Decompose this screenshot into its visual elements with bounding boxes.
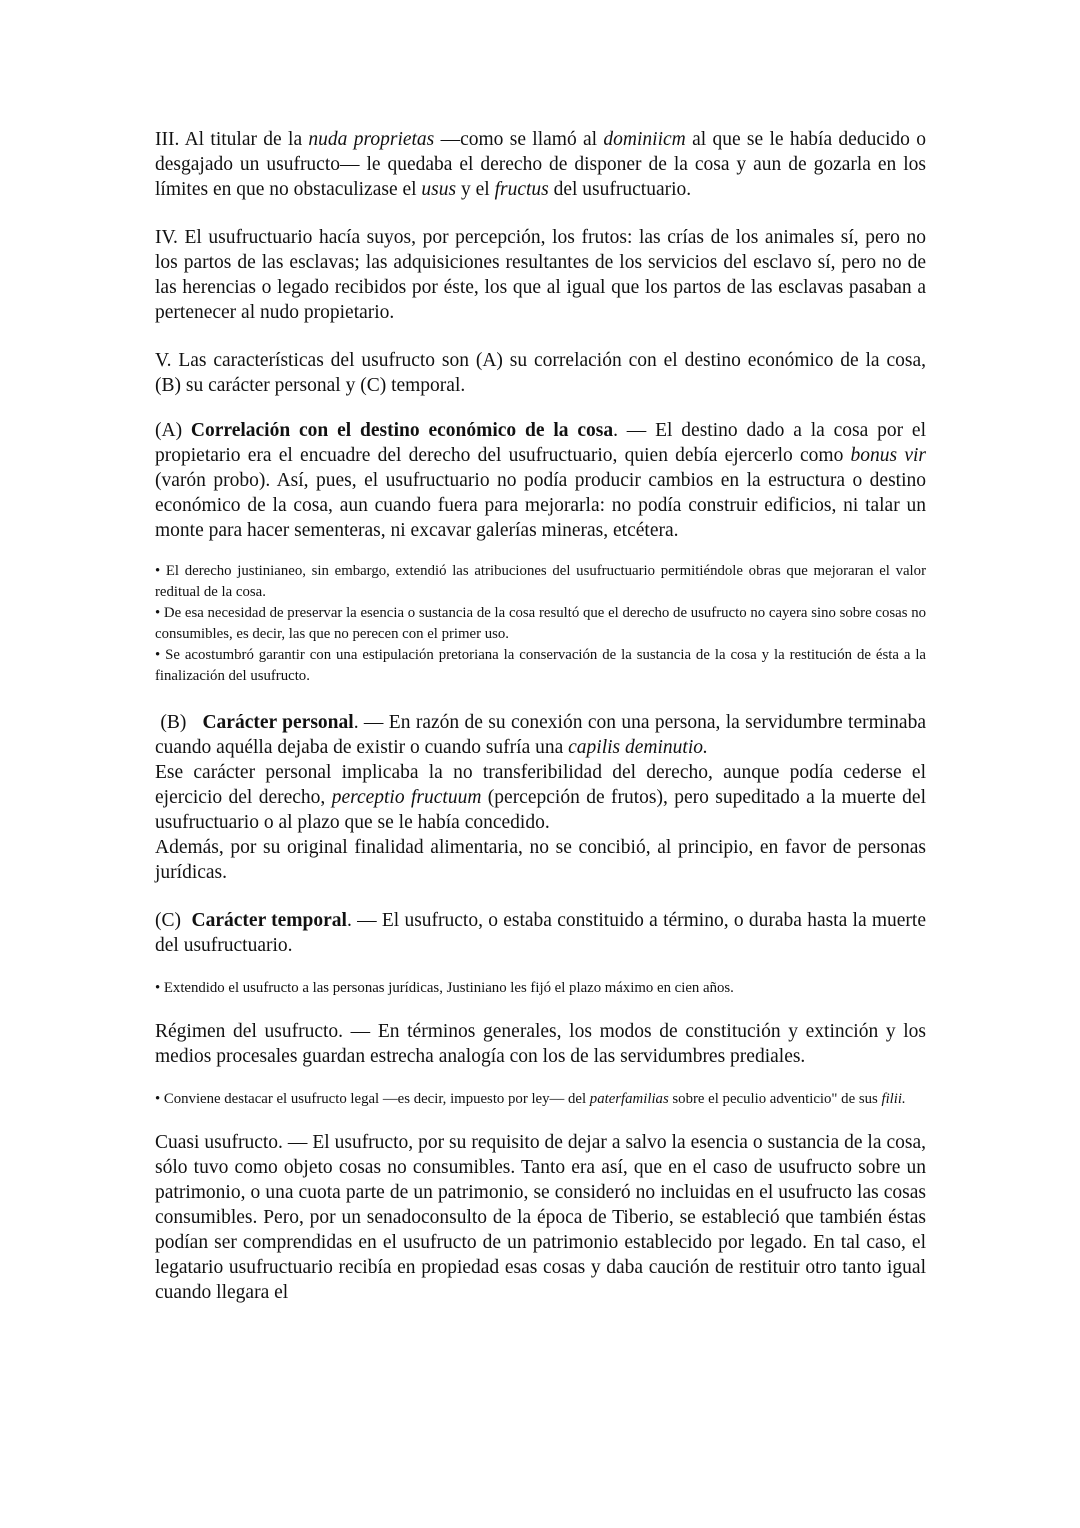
section-b-paragraph-2 bbox=[155, 760, 926, 835]
text-span: . — El usufructo, o estaba constituido a término, o duraba hasta la muerte del usufructuario. bbox=[155, 910, 926, 956]
section-c-note: • Extendido el usufructo a las personas jurídicas, Justiniano les fijó el plazo máximo en cien años. bbox=[155, 980, 734, 996]
term-nuda-proprietas: nuda proprietas bbox=[308, 129, 435, 150]
note-item: • El derecho justinianeo, sin embargo, extendió las atribuciones del usufructuario permitiéndole obras que mejoraran el valor reditual de la cosa. bbox=[155, 563, 926, 600]
section-c-prefix: (C) bbox=[155, 910, 192, 931]
text-span: al que se le había deducido o desgajado un usufructo— le quedaba el derecho de disponer de la cosa y aun de gozarla en los límites en que no obstaculizase el bbox=[155, 129, 926, 200]
regimen-paragraph: Régimen del usufructo. — En términos generales, los modos de constitución y extinción y los medios procesales guardan estrecha analogía con los de las servidumbres prediales. bbox=[155, 1021, 926, 1067]
term-paterfamilias: paterfamilias bbox=[589, 1091, 669, 1107]
term-filii: filii. bbox=[881, 1091, 906, 1107]
term-fructus: fructus bbox=[494, 179, 549, 200]
paragraph-iii bbox=[155, 127, 926, 202]
paragraph-iv: IV. El usufructuario hacía suyos, por percepción, los frutos: las crías de los animales sí, pero no los partos de las esclavas; las adquisiciones resultantes de los servicios del esclavo sí, pero no de las herencias o legado recibidos por éste, los que al igual que los partos de las esclavas pasaban a pertenecer al nudo propietario. bbox=[155, 227, 926, 323]
section-a-prefix: (A) bbox=[155, 420, 191, 441]
cuasi-usufructo-paragraph: Cuasi usufructo. — El usufructo, por su requisito de dejar a salvo la esencia o sustancia de la cosa, sólo tuvo como objeto cosas no consumibles. Tanto era así, que en el caso de usufructo sobre un patrimonio, o una cuota parte de un patrimonio, se consideró no incluidas en el usufructo las cosas consumibles. Pero, por un senadoconsulto de la época de Tiberio, se estableció que también éstas podían ser comprendidas en el usufructo de un patrimonio establecido por legado. En tal caso, el legatario usufructuario recibía en propiedad esas cosas y daba caución de restituir otro tanto igual cuando llegara el bbox=[155, 1132, 926, 1303]
text-span: . — En razón de su conexión con una persona, la servidumbre terminaba cuando aquélla dejaba de existir o cuando sufría una bbox=[155, 712, 926, 758]
section-a-paragraph bbox=[155, 418, 926, 543]
text-span: • Conviene destacar el usufructo legal —es decir, impuesto por ley— del bbox=[155, 1091, 590, 1107]
term-bonus-vir: bonus vir bbox=[850, 445, 927, 466]
term-usus: usus bbox=[421, 179, 457, 200]
section-a-notes bbox=[155, 561, 926, 687]
note-item: • De esa necesidad de preservar la esencia o sustancia de la cosa resultó que el derecho de usufructo no cayera sino sobre cosas no consumibles, es decir, las que no perecen con el primer uso. bbox=[155, 605, 926, 642]
text-span: III. Al titular de la bbox=[155, 129, 309, 150]
section-b-prefix: (B) bbox=[155, 712, 203, 733]
text-span: sobre el peculio adventicio" de sus bbox=[668, 1091, 882, 1107]
text-span: del usufructuario. bbox=[548, 179, 692, 200]
section-b-paragraph-3: Además, por su original finalidad alimentaria, no se concibió, al principio, en favor de personas jurídicas. bbox=[155, 837, 926, 883]
text-span: —como se llamó al bbox=[434, 129, 604, 150]
document-page bbox=[155, 127, 926, 1305]
section-c-heading: Carácter temporal bbox=[191, 910, 347, 931]
term-capilis-deminutio: capilis deminutio. bbox=[568, 737, 708, 758]
note-item: • Se acostumbró garantir con una estipulación pretoriana la conservación de la sustancia de la cosa y la restitución de ésta a la finalización del usufructo. bbox=[155, 647, 926, 684]
term-perceptio-fructuum: perceptio fructuum bbox=[331, 787, 482, 808]
text-span: Ese carácter personal implicaba la no transferibilidad del derecho, aunque podía cederse el ejercicio del derecho, bbox=[155, 762, 926, 808]
text-span: y el bbox=[456, 179, 495, 200]
text-span: (percepción de frutos), pero supeditado a la muerte del usufructuario o al plazo que se le había concedido. bbox=[155, 787, 926, 833]
term-dominiicm: dominiicm bbox=[603, 129, 686, 150]
section-b-paragraph bbox=[155, 710, 926, 760]
section-c-paragraph bbox=[155, 908, 926, 958]
section-b-heading: Carácter personal bbox=[202, 712, 354, 733]
text-span: (varón probo). Así, pues, el usufructuario no podía producir cambios en la estructura o destino económico de la cosa, aun cuando fuera para mejorarla: no podía construir edificios, ni talar un monte para hacer sementeras, ni excavar galerías mineras, etcétera. bbox=[155, 470, 926, 541]
section-a-heading: Correlación con el destino económico de la cosa bbox=[190, 420, 614, 441]
text-span: . — El destino dado a la cosa por el propietario era el encuadre del derecho del usufructuario, quien debía ejercerlo como bbox=[155, 420, 926, 466]
paragraph-v: V. Las características del usufructo son (A) su correlación con el destino económico de la cosa, (B) su carácter personal y (C) temporal. bbox=[155, 350, 926, 396]
regimen-note bbox=[155, 1089, 926, 1110]
